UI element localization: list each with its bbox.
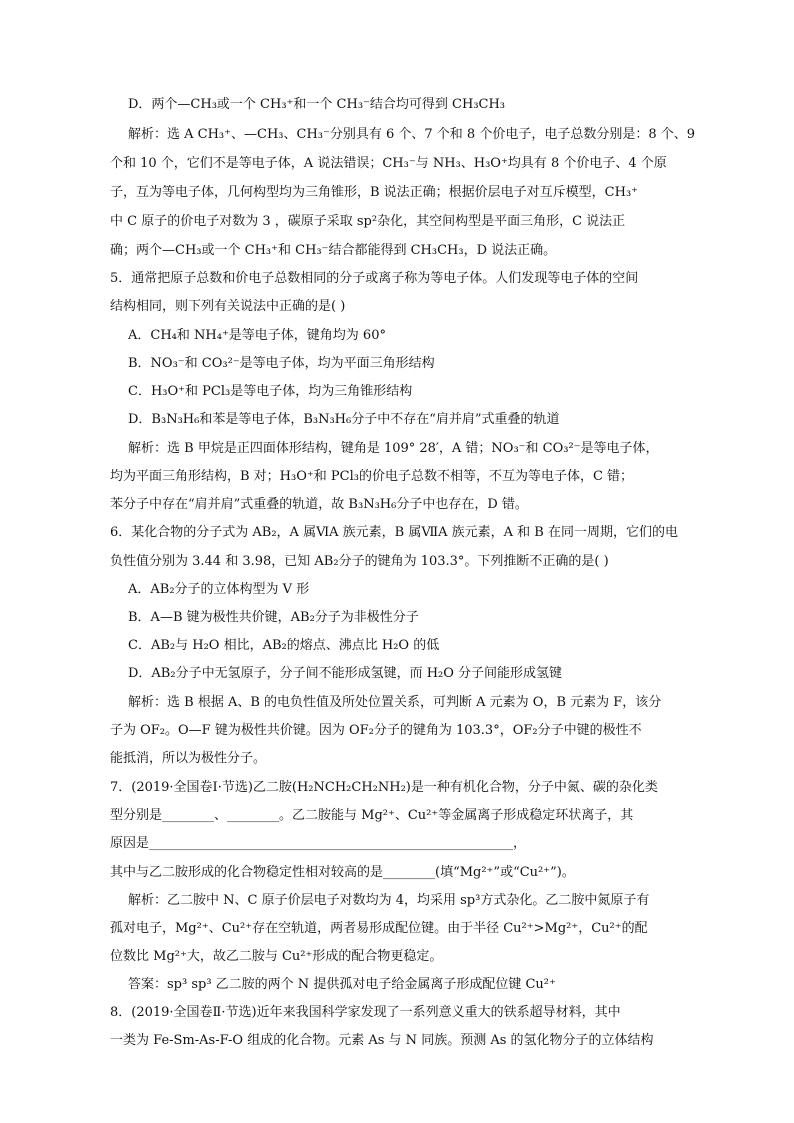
question-5-stem-line2: 结构相同，则下列有关说法中正确的是( )	[110, 299, 346, 314]
analysis-q5-line3: 苯分子中存在“肩并肩”式重叠的轨道，故 B₃N₃H₆分子中也存在，D 错。	[110, 497, 528, 512]
analysis-q5-line1: 解析：选 B 甲烷是正四面体形结构，键角是 109° 28′，A 错；NO₃⁻和 CO₃²⁻是等电子体，	[128, 441, 659, 456]
analysis-q7-line1: 解析：乙二胺中 N、C 原子价层电子对数均为 4，均采用 sp³方式杂化。乙二胺中氮原子有	[128, 893, 650, 908]
question-5-option-a: A．CH₄和 NH₄⁺是等电子体，键角均为 60°	[128, 328, 386, 343]
analysis-q4-line5: 确；两个—CH₃或一个 CH₃⁺和 CH₃⁻结合都能得到 CH₃CH₃，D 说法正确。	[110, 243, 557, 258]
question-6-option-a: A．AB₂分子的立体构型为 V 形	[128, 582, 310, 597]
answer-q7: 答案：sp³ sp³ 乙二胺的两个 N 提供孤对电子给金属离子形成配位键 Cu²⁺	[128, 977, 556, 992]
analysis-q7-line2: 孤对电子，Mg²⁺、Cu²⁺存在空轨道，两者易形成配位键。由于半径 Cu²⁺>Mg²⁺，Cu²⁺的配	[110, 921, 648, 936]
question-5-option-b: B．NO₃⁻和 CO₃²⁻是等电子体，均为平面三角形结构	[128, 356, 435, 371]
question-7-stem-line2: 型分别是________、________。乙二胺能与 Mg²⁺、Cu²⁺等金属离子形成稳定环状离子，其	[110, 808, 634, 823]
option-d-q4: D．两个—CH₃或一个 CH₃⁺和一个 CH₃⁻结合均可得到 CH₃CH₃	[128, 97, 506, 112]
question-5-stem-line1: 5．通常把原子总数和价电子总数相同的分子或离子称为等电子体。人们发现等电子体的空间	[110, 271, 639, 286]
analysis-q4-line2: 个和 10 个，它们不是等电子体，A 说法错误；CH₃⁻与 NH₃、H₃O⁺均具有 8 个价电子、4 个原	[110, 156, 667, 171]
analysis-q4-line4: 中 C 原子的价电子对数为 3 ，碳原子采取 sp²杂化，其空间构型是平面三角形，C 说法正	[110, 214, 626, 229]
question-8-stem-line1: 8．(2019·全国卷Ⅱ·节选)近年来我国科学家发现了一系列意义重大的铁系超导材料，其中	[110, 1005, 621, 1020]
analysis-q6-line2: 子为 OF₂。O—F 键为极性共价键。因为 OF₂分子的键角为 103.3°，OF₂分子中键的极性不	[110, 723, 642, 738]
analysis-q4-line3: 子，互为等电子体，几何构型均为三角锥形，B 说法正确；根据价层电子对互斥模型，CH₃⁺	[110, 185, 639, 200]
analysis-q5-line2: 均为平面三角形结构，B 对；H₃O⁺和 PCl₃的价电子总数不相等，不互为等电子体，C 错；	[110, 469, 634, 484]
analysis-q4-line1: 解析：选 A CH₃⁺、—CH₃、CH₃⁻分别具有 6 个、7 个和 8 个价电子，电子总数分别是：8 个、9	[128, 127, 696, 142]
question-7-stem-line4: 其中与乙二胺形成的化合物稳定性相对较高的是________(填“Mg²⁺”或“Cu²⁺”)。	[110, 865, 575, 880]
question-6-option-c: C．AB₂与 H₂O 相比，AB₂的熔点、沸点比 H₂O 的低	[128, 638, 440, 653]
question-7-stem-line3: 原因是________________________________________________________，	[110, 836, 527, 851]
analysis-q7-line3: 位数比 Mg²⁺大，故乙二胺与 Cu²⁺形成的配合物更稳定。	[110, 949, 443, 964]
question-7-stem-line1: 7．(2019·全国卷Ⅰ·节选)乙二胺(H₂NCH₂CH₂NH₂)是一种有机化合物，分子中氮、碳的杂化类	[110, 780, 658, 795]
question-6-option-d: D．AB₂分子中无氢原子，分子间不能形成氢键，而 H₂O 分子间能形成氢键	[128, 666, 563, 681]
question-6-stem-line2: 负性值分别为 3.44 和 3.98，已知 AB₂分子的键角为 103.3°。下列推断不正确的是( )	[110, 554, 609, 569]
question-6-option-b: B．A—B 键为极性共价键，AB₂分子为非极性分子	[128, 610, 419, 625]
question-8-stem-line2: 一类为 Fe-Sm-As-F-O 组成的化合物。元素 As 与 N 同族。预测 As 的氢化物分子的立体结构	[110, 1033, 654, 1048]
question-5-option-c: C．H₃O⁺和 PCl₃是等电子体，均为三角锥形结构	[128, 384, 413, 399]
analysis-q6-line1: 解析：选 B 根据 A、B 的电负性值及所处位置关系，可判断 A 元素为 O，B 元素为 F，该分	[128, 695, 662, 710]
question-6-stem-line1: 6．某化合物的分子式为 AB₂，A 属ⅥA 族元素，B 属ⅦA 族元素，A 和 B 在同一周期，它们的电	[110, 525, 678, 540]
question-5-option-d: D．B₃N₃H₆和苯是等电子体，B₃N₃H₆分子中不存在“肩并肩”式重叠的轨道	[128, 412, 560, 427]
analysis-q6-line3: 能抵消，所以为极性分子。	[110, 751, 267, 766]
